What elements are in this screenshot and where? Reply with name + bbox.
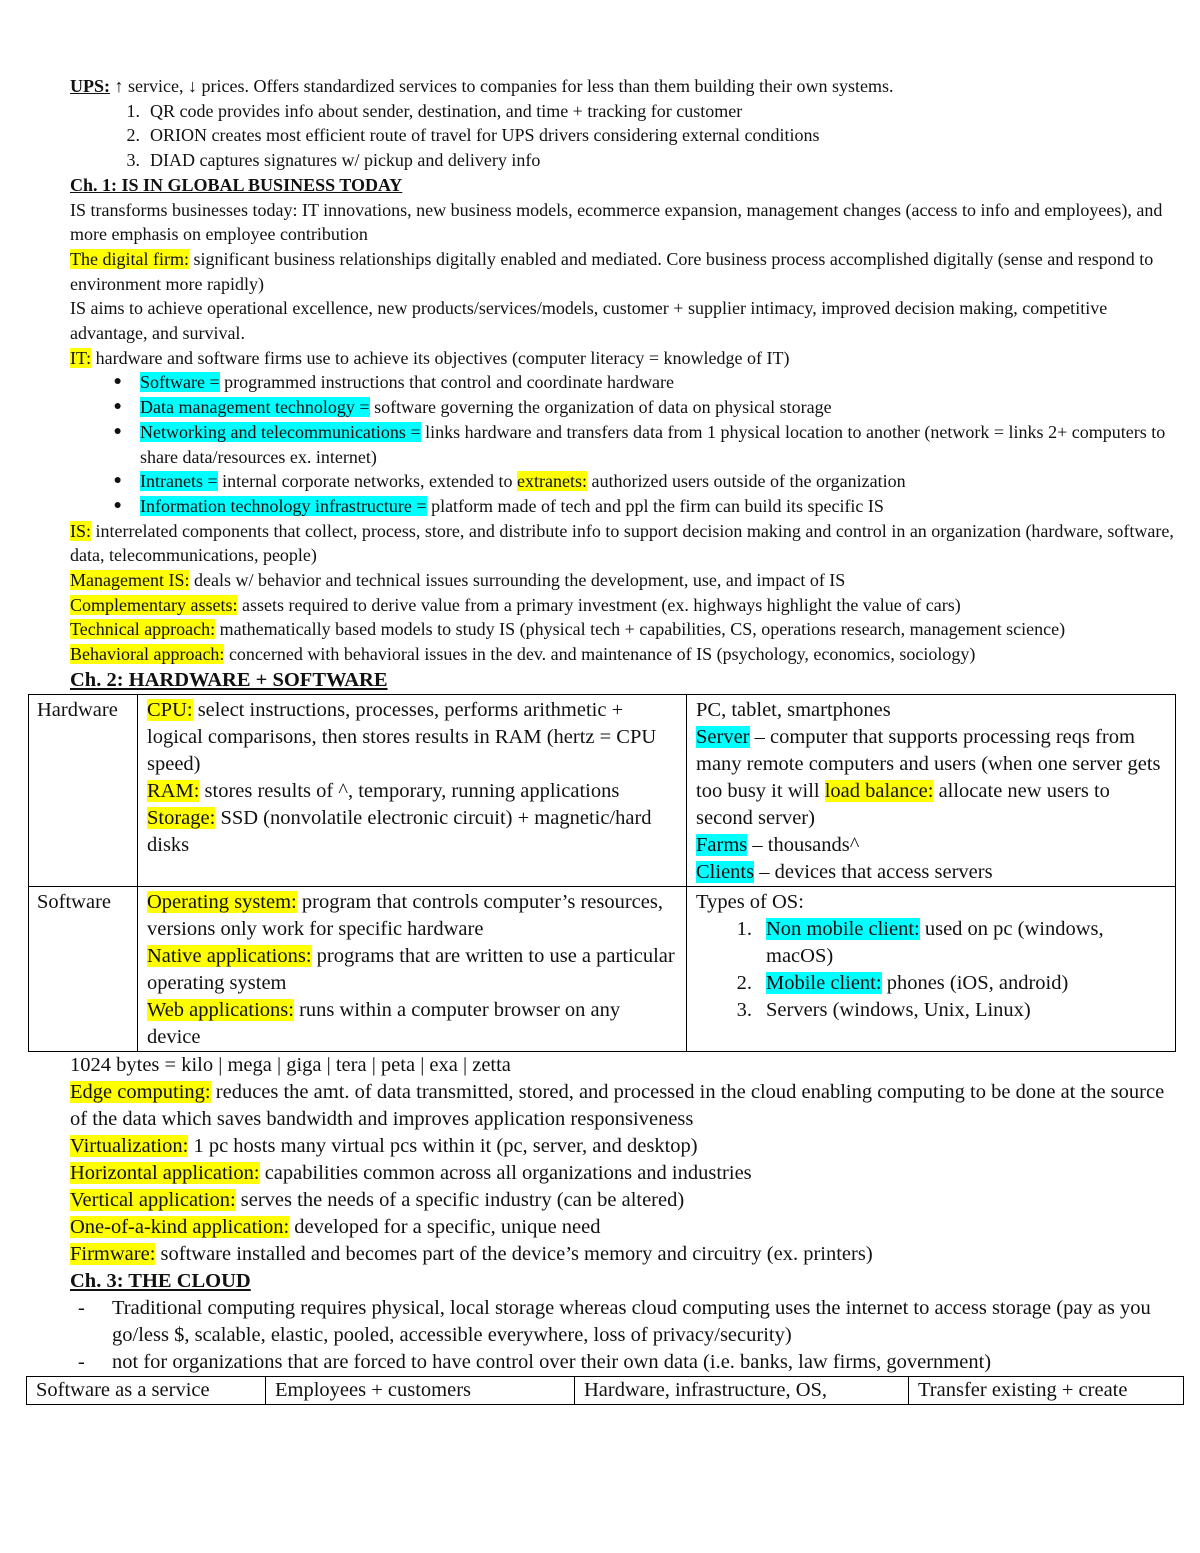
list-text: DIAD captures signatures w/ pickup and delivery info: [150, 150, 541, 171]
row-label: Hardware: [29, 694, 138, 886]
term: One-of-a-kind application:: [70, 1215, 290, 1238]
list-item: [70, 1295, 1180, 1349]
table-cell: [687, 694, 1176, 886]
table-cell: [687, 886, 1176, 1051]
term: Firmware:: [70, 1242, 156, 1265]
term: extranets:: [517, 471, 587, 492]
term: Vertical application:: [70, 1188, 236, 1211]
table-row: [27, 1376, 1184, 1404]
definition: deals w/ behavior and technical issues surrounding the development, use, and impact of IS: [189, 570, 846, 591]
definition-vertical-app: [70, 1187, 1180, 1214]
ups-summary: [70, 74, 1180, 99]
table-cell: [138, 886, 687, 1051]
definition-edge-computing: [70, 1079, 1180, 1133]
definition-firmware: [70, 1241, 1180, 1268]
definition: – thousands^: [747, 833, 860, 856]
definition: developed for a specific, unique need: [289, 1215, 601, 1238]
ups-label: UPS:: [70, 76, 110, 96]
definition-os: [147, 889, 677, 943]
definition: select instructions, processes, performs arithmetic + logical comparisons, then stores results in RAM (hertz = CPU speed): [147, 698, 657, 775]
ch2-heading: Ch. 2: HARDWARE + SOFTWARE: [70, 668, 388, 691]
ch3-heading: Ch. 3: THE CLOUD: [70, 1269, 251, 1292]
list-item: [70, 99, 1180, 124]
list-text: Traditional computing requires physical, local storage whereas cloud computing uses the internet to access storage (pay as you go/less $, scalable, elastic, pooled, accessible everywhere, loss of privacy/security): [112, 1296, 1151, 1346]
list-number: 3.: [736, 998, 752, 1021]
definition: 1 pc hosts many virtual pcs within it (pc, server, and desktop): [188, 1134, 698, 1157]
definition: serves the needs of a specific industry (can be altered): [235, 1188, 685, 1211]
definition-mis: [70, 568, 1180, 593]
table-row: [29, 694, 1176, 886]
definition: SSD (nonvolatile electronic circuit) + magnetic/hard disks: [147, 806, 652, 856]
list-item: [70, 148, 1180, 173]
ups-list: [70, 99, 1180, 173]
definition: phones (iOS, android): [881, 971, 1069, 994]
bullet-icon: ●: [113, 423, 122, 439]
term: Web applications:: [147, 998, 294, 1021]
term: Storage:: [147, 806, 216, 829]
list-item: [696, 997, 1166, 1024]
term: IT:: [70, 347, 92, 368]
term: Virtualization:: [70, 1134, 189, 1157]
definition: links hardware and transfers data from 1 physical location to another (network = links 2+ computers to share data/resources ex. internet): [140, 421, 1166, 467]
term: Intranets =: [140, 471, 218, 492]
table-cell: Transfer existing + create: [909, 1376, 1184, 1404]
dash-bullet: -: [78, 1350, 85, 1373]
definition: mathematically based models to study IS (physical tech + capabilities, CS, operations research, management science): [215, 619, 1066, 640]
os-types-heading: Types of OS:: [696, 890, 804, 913]
definition: – devices that access servers: [754, 860, 993, 883]
term: Behavioral approach:: [70, 644, 225, 665]
term: Edge computing:: [70, 1080, 211, 1103]
definition: internal corporate networks, extended to: [217, 471, 518, 492]
definition-it: [70, 346, 1180, 371]
table-cell: [138, 694, 687, 886]
list-item: [70, 420, 1180, 469]
definition-behavioral-approach: [70, 642, 1180, 667]
table-cell: Software as a service: [27, 1376, 266, 1404]
table-row: [29, 886, 1176, 1051]
ch1-aims: IS aims to achieve operational excellence, new products/services/models, customer + supplier intimacy, improved decision making, competitive advantage, and survival.: [70, 298, 1108, 344]
definition-digital-firm: [70, 247, 1180, 296]
devices-text: PC, tablet, smartphones: [696, 698, 891, 721]
term: Information technology infrastructure =: [140, 495, 427, 516]
list-text: Servers (windows, Unix, Linux): [766, 998, 1031, 1021]
row-label: Software: [29, 886, 138, 1051]
definition-server: [696, 724, 1166, 832]
definition: significant business relationships digitally enabled and mediated. Core business process accomplished digitally (sense and respond to environment more rapidly): [70, 248, 1154, 294]
term: IS:: [70, 520, 92, 541]
hardware-software-table: [28, 694, 1176, 1052]
definition-farms: [696, 832, 1166, 859]
cloud-services-table: [26, 1376, 1184, 1405]
term: RAM:: [147, 779, 200, 802]
term: Non mobile client:: [766, 917, 920, 940]
cloud-list: [70, 1295, 1180, 1376]
list-item: [70, 123, 1180, 148]
list-number: 1.: [126, 100, 140, 121]
list-number: 2.: [126, 125, 140, 146]
definition-storage: [147, 805, 677, 859]
list-number: 3.: [126, 150, 140, 171]
dash-bullet: -: [78, 1296, 85, 1319]
table-cell: Hardware, infrastructure, OS,: [575, 1376, 909, 1404]
ch1-heading: Ch. 1: IS IN GLOBAL BUSINESS TODAY: [70, 174, 403, 195]
notes-page: [36, 74, 1180, 1405]
list-text: not for organizations that are forced to have control over their own data (i.e. banks, law firms, government): [112, 1350, 992, 1373]
definition-one-of-a-kind-app: [70, 1214, 1180, 1241]
definition: allocate new users to second server): [696, 779, 1110, 829]
term: Technical approach:: [70, 619, 216, 640]
table-cell: Employees + customers: [266, 1376, 575, 1404]
term: The digital firm:: [70, 248, 189, 269]
term: Mobile client:: [766, 971, 882, 994]
definition-clients: [696, 859, 1166, 886]
definition: assets required to derive value from a primary investment (ex. highways highlight the value of cars): [237, 594, 961, 615]
definition: software governing the organization of data on physical storage: [369, 397, 832, 418]
definition: concerned with behavioral issues in the dev. and maintenance of IS (psychology, economics, sociology): [224, 644, 976, 665]
bytes-line: 1024 bytes = kilo | mega | giga | tera | peta | exa | zetta: [70, 1053, 511, 1076]
list-item: [70, 1349, 1180, 1376]
bullet-icon: ●: [113, 473, 122, 489]
bullet-icon: ●: [113, 399, 122, 415]
definition: programmed instructions that control and coordinate hardware: [219, 372, 674, 393]
definition: interrelated components that collect, process, store, and distribute info to support decision making and control in an organization (hardware, software, data, telecommunications, people): [70, 520, 1174, 566]
list-item: [70, 469, 1180, 494]
term: Complementary assets:: [70, 594, 238, 615]
definition: platform made of tech and ppl the firm can build its specific IS: [426, 495, 884, 516]
definition-web-apps: [147, 997, 677, 1051]
bullet-icon: ●: [113, 497, 122, 513]
term: Server: [696, 725, 750, 748]
definition: runs within a computer browser on any device: [147, 998, 621, 1048]
definition-horizontal-app: [70, 1160, 1180, 1187]
definition: used on pc (windows, macOS): [766, 917, 1104, 967]
term: Native applications:: [147, 944, 312, 967]
definition-technical-approach: [70, 617, 1180, 642]
definition: capabilities common across all organizations and industries: [259, 1161, 752, 1184]
definition-cpu: [147, 697, 677, 778]
term: Data management technology =: [140, 397, 370, 418]
term: load balance:: [824, 779, 934, 802]
definition: programs that are written to use a particular operating system: [147, 944, 675, 994]
definition: – computer that supports processing reqs from many remote computers and users (when one server gets too busy it will: [696, 725, 1161, 802]
term: Networking and telecommunications =: [140, 421, 421, 442]
term: Farms: [696, 833, 748, 856]
definition: stores results of ^, temporary, running applications: [199, 779, 620, 802]
list-item: [696, 916, 1166, 970]
list-text: QR code provides info about sender, destination, and time + tracking for customer: [150, 100, 743, 121]
list-number: 2.: [736, 971, 752, 994]
definition: program that controls computer’s resources, versions only work for specific hardware: [147, 890, 663, 940]
list-item: [696, 970, 1166, 997]
list-item: [70, 494, 1180, 519]
term: Software =: [140, 372, 220, 393]
term: Management IS:: [70, 570, 190, 591]
list-text: ORION creates most efficient route of travel for UPS drivers considering external conditions: [150, 125, 820, 146]
list-number: 1.: [736, 917, 752, 940]
definition: authorized users outside of the organization: [587, 471, 906, 492]
list-item: [70, 370, 1180, 395]
term: Operating system:: [147, 890, 297, 913]
definition-complementary-assets: [70, 593, 1180, 618]
bullet-icon: ●: [113, 374, 122, 390]
definition-is: [70, 519, 1180, 568]
definition: hardware and software firms use to achieve its objectives (computer literacy = knowledge of IT): [91, 347, 790, 368]
definition-virtualization: [70, 1133, 1180, 1160]
term: Clients: [696, 860, 755, 883]
definition: reduces the amt. of data transmitted, stored, and processed in the cloud enabling computing to be done at the source of the data which saves bandwidth and improves application responsiveness: [70, 1080, 1165, 1130]
it-components-list: [70, 370, 1180, 518]
definition-native-apps: [147, 943, 677, 997]
term: CPU:: [147, 698, 193, 721]
term: Horizontal application:: [70, 1161, 260, 1184]
definition-ram: [147, 778, 677, 805]
ups-summary-text: ↑ service, ↓ prices. Offers standardized services to companies for less than them building their own systems.: [110, 76, 894, 96]
definition: software installed and becomes part of the device’s memory and circuitry (ex. printers): [155, 1242, 873, 1265]
os-types-list: [696, 916, 1166, 1024]
list-item: [70, 395, 1180, 420]
ch1-intro: IS transforms businesses today: IT innovations, new business models, ecommerce expansion, management changes (access to info and employees), and more emphasis on employee contribution: [70, 199, 1163, 245]
